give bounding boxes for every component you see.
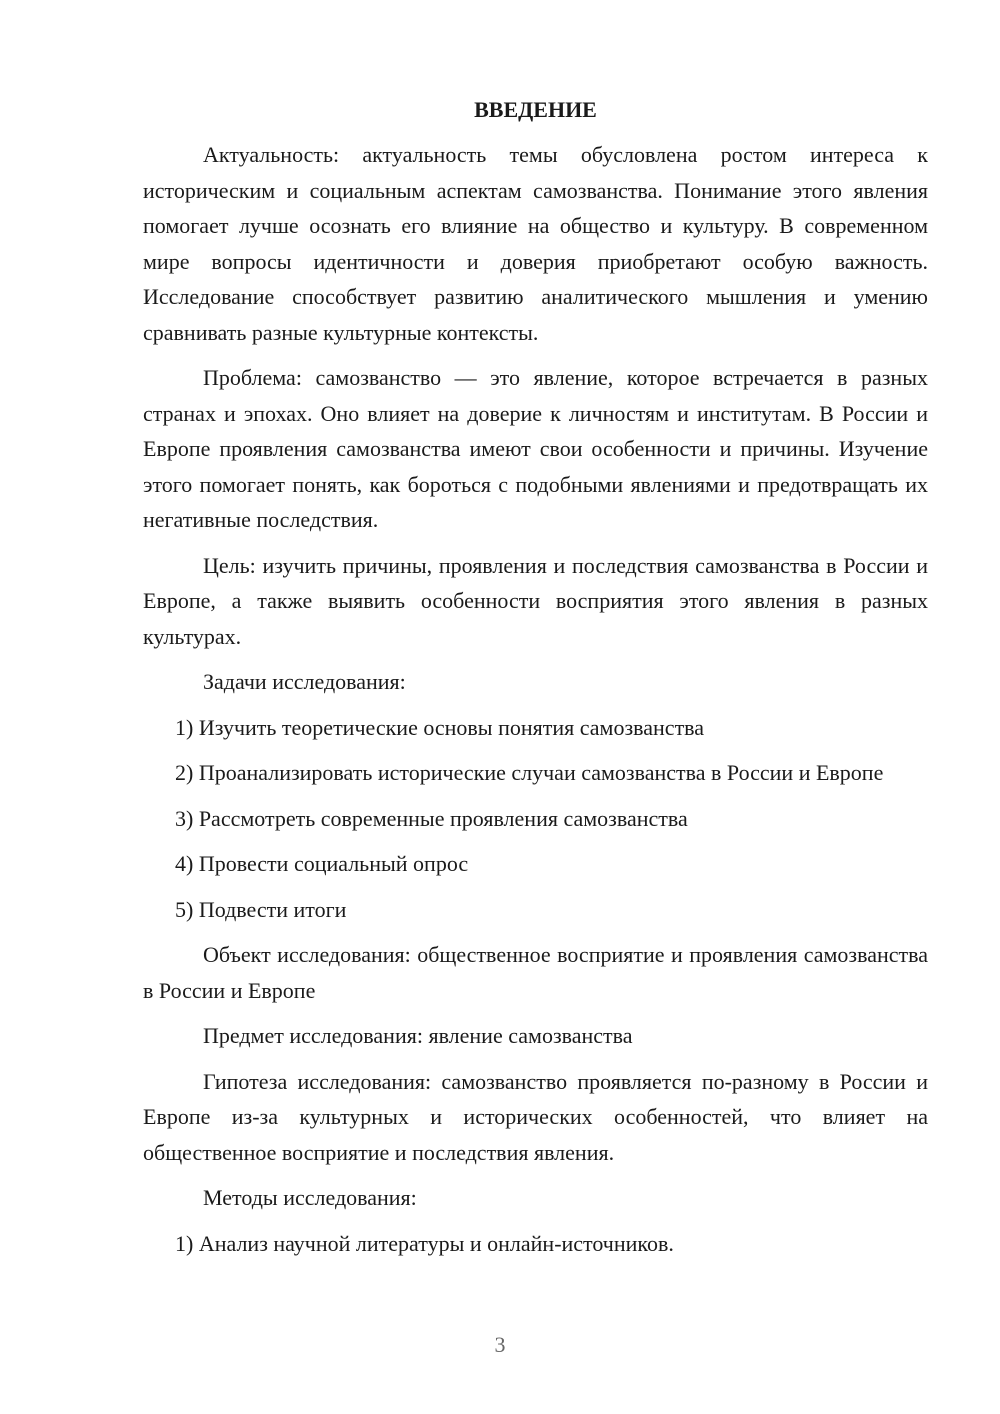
goal-paragraph: Цель: изучить причины, проявления и последствия самозванства в России и Европе, а также выявить особенности восприятия этого явления в разных культурах. (143, 552, 928, 649)
task-item-1: 1) Изучить теоретические основы понятия самозванства (175, 714, 705, 740)
task-item-5: 5) Подвести итоги (175, 896, 347, 922)
tasks-heading: Задачи исследования: (203, 669, 406, 694)
relevance-paragraph: Актуальность: актуальность темы обусловлена ростом интереса к историческим и социальным аспектам самозванства. Понимание этого явления помогает лучше осознать его влияние на общество и культуру. В современном мире вопросы идентичности и доверия приобретают особую важность. Исследование способствует развитию аналитического мышления и умению сравнивать разные культурные контексты. (143, 142, 928, 345)
problem-paragraph: Проблема: самозванство — это явление, которое встречается в разных странах и эпохах. Оно влияет на доверие к личностям и институтам. В России и Европе проявления самозванства имеют свои особенности и причины. Изучение этого помогает понять, как бороться с подобными явлениями и предотвращать их негативные последствия. (143, 365, 928, 532)
task-item-3: 3) Рассмотреть современные проявления самозванства (175, 805, 688, 831)
task-item-2: 2) Проанализировать исторические случаи самозванства в России и Европе (175, 760, 884, 785)
page-number: 3 (494, 1332, 506, 1357)
subject-paragraph: Предмет исследования: явление самозванства (203, 1023, 633, 1048)
document-page (143, 92, 928, 1271)
hypothesis-paragraph: Гипотеза исследования: самозванство проявляется по-разному в России и Европе из-за культурных и исторических особенностей, что влияет на общественное восприятие и последствия явления. (143, 1068, 928, 1165)
methods-heading: Методы исследования: (203, 1185, 417, 1210)
page-title: ВВЕДЕНИЕ (474, 97, 597, 122)
method-item-1: 1) Анализ научной литературы и онлайн-источников. (175, 1230, 674, 1256)
object-paragraph: Объект исследования: общественное восприятие и проявления самозванства в России и Европе (143, 942, 928, 1003)
task-item-4: 4) Провести социальный опрос (175, 851, 469, 876)
